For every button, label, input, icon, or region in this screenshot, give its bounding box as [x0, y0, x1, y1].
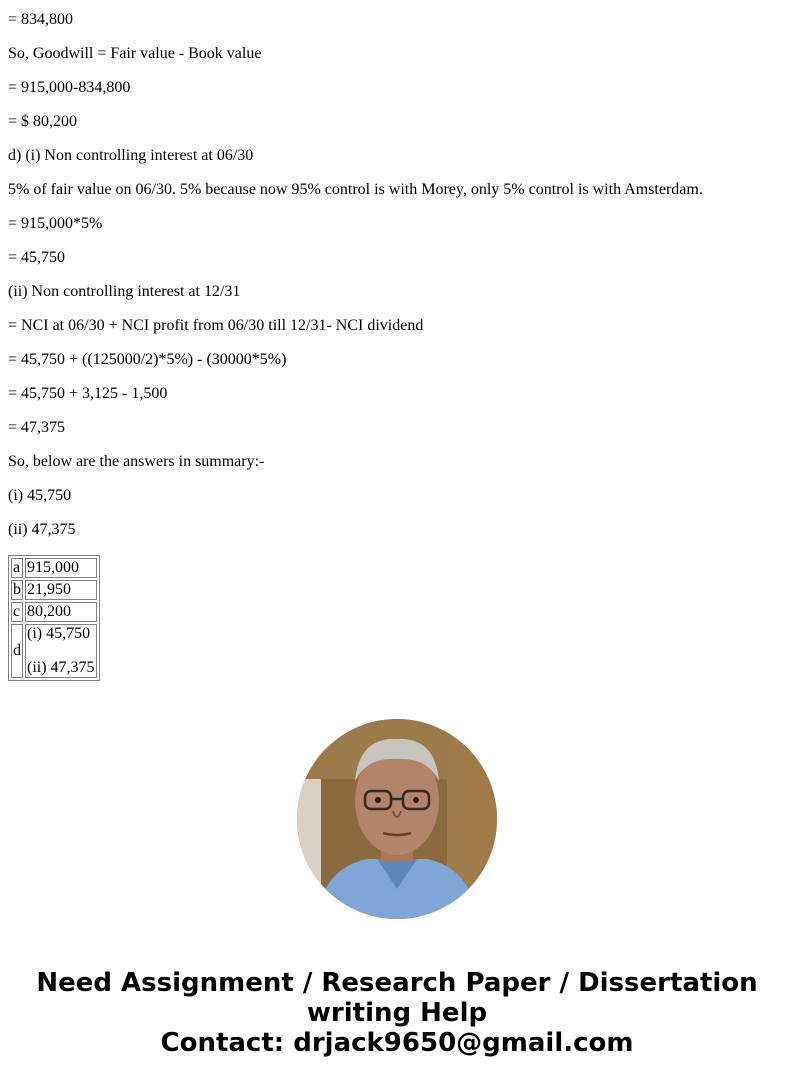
text-line: = $ 80,200	[8, 113, 78, 130]
summary-table	[8, 555, 100, 681]
row-value: 915,000	[25, 558, 97, 578]
text-line: (ii) Non controlling interest at 12/31	[8, 283, 241, 300]
row-label: d	[11, 624, 23, 678]
text-line: d) (i) Non controlling interest at 06/30	[8, 147, 254, 164]
text-line: (ii) 47,375	[8, 521, 76, 538]
text-line: = 915,000-834,800	[8, 79, 131, 96]
text-line: = 915,000*5%	[8, 215, 103, 232]
row-label: c	[11, 602, 23, 622]
row-label: a	[11, 558, 23, 578]
text-line: = NCI at 06/30 + NCI profit from 06/30 till 12/31- NCI dividend	[8, 317, 424, 334]
contact-line: Contact: drjack9650@gmail.com	[160, 1028, 634, 1058]
text-line: So, Goodwill = Fair value - Book value	[8, 45, 262, 62]
text-line: = 45,750 + 3,125 - 1,500	[8, 385, 168, 402]
text-line: = 47,375	[8, 419, 66, 436]
text-line: (i) 45,750	[8, 487, 72, 504]
row-value	[25, 624, 97, 678]
row-value: 80,200	[25, 602, 97, 622]
row-value-ii: (ii) 47,375	[27, 659, 95, 676]
text-line: = 45,750 + ((125000/2)*5%) - (30000*5%)	[8, 351, 287, 368]
promo-line: writing Help	[306, 998, 488, 1028]
text-line: = 834,800	[8, 11, 74, 28]
avatar	[297, 719, 497, 919]
table-row	[11, 602, 97, 622]
table-row	[11, 580, 97, 600]
table-row	[11, 624, 97, 678]
text-line: 5% of fair value on 06/30. 5% because now 95% control is with Morey, only 5% control is with Amsterdam.	[8, 181, 703, 198]
row-value-i: (i) 45,750	[27, 625, 91, 642]
row-label: b	[13, 581, 21, 598]
row-value: 21,950	[25, 580, 97, 600]
avatar-photo	[297, 719, 497, 919]
text-line: So, below are the answers in summary:-	[8, 453, 265, 470]
promo-line: Need Assignment / Research Paper / Dissertation	[36, 968, 758, 998]
answer-text	[8, 0, 788, 544]
table-row	[11, 558, 97, 578]
text-line: = 45,750	[8, 249, 66, 266]
promo-footer	[0, 968, 794, 1058]
